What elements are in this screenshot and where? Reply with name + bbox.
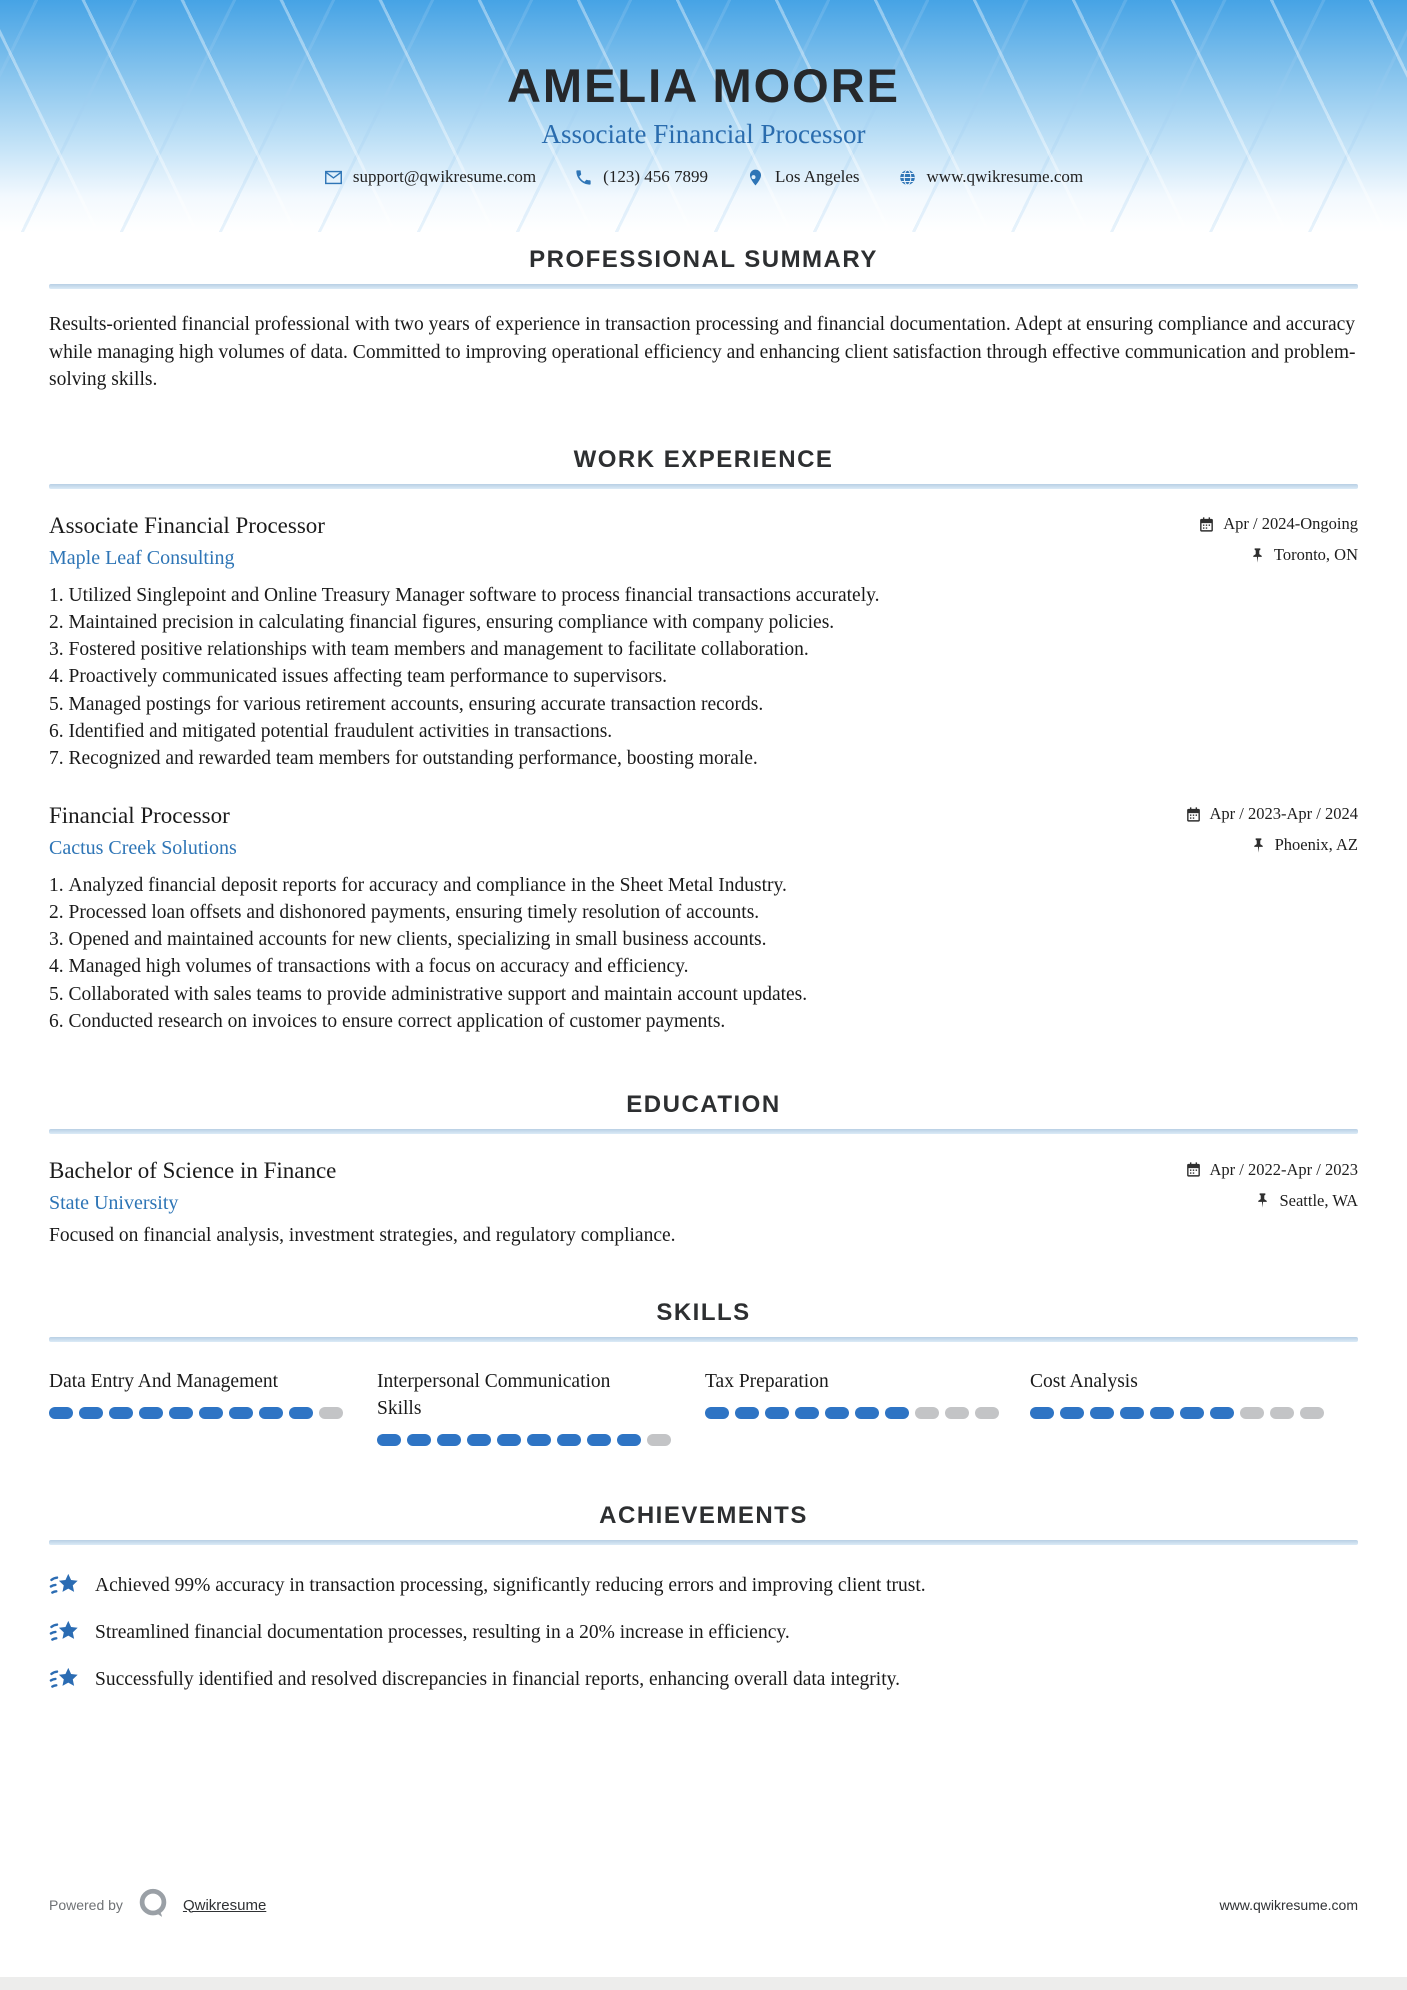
pushpin-icon	[1249, 547, 1266, 564]
skill-bar-segment	[377, 1434, 401, 1446]
skill-level-bar	[49, 1407, 377, 1419]
work-heading: WORK EXPERIENCE	[573, 445, 834, 473]
email-icon	[324, 168, 343, 187]
school-link[interactable]: State University	[49, 1192, 179, 1215]
contact-phone-text: (123) 456 7899	[603, 167, 708, 186]
qwikresume-logo-icon	[135, 1886, 171, 1924]
education-location	[1254, 1191, 1358, 1211]
achievement-item	[49, 1618, 1358, 1648]
skill-bar-segment	[1180, 1407, 1204, 1419]
skill-bar-segment	[527, 1434, 551, 1446]
job-entry-2	[49, 803, 1358, 1036]
job-company-link[interactable]: Cactus Creek Solutions	[49, 836, 237, 859]
skill-bar-segment	[289, 1407, 313, 1419]
job-bullet: 7. Recognized and rewarded team members for outstanding performance, boosting morale.	[49, 745, 1358, 772]
skill-label: Tax Preparation	[705, 1371, 829, 1393]
job-bullet: 4. Proactively communicated issues affecting team performance to supervisors.	[49, 663, 1358, 690]
job-location-text: Toronto, ON	[1273, 545, 1358, 564]
section-achievements	[49, 1502, 1358, 1695]
skill-bar-segment	[109, 1407, 133, 1419]
section-divider	[49, 1337, 1358, 1342]
job-location	[1250, 835, 1358, 855]
globe-icon	[898, 168, 917, 187]
skill-bar-segment	[79, 1407, 103, 1419]
skill-bar-segment	[1150, 1407, 1174, 1419]
education-dates	[1185, 1160, 1358, 1180]
contact-row	[0, 167, 1407, 187]
skill-bar-segment	[855, 1407, 879, 1419]
job-bullet: 4. Managed high volumes of transactions with a focus on accuracy and efficiency.	[49, 953, 1358, 980]
skill-bar-segment	[259, 1407, 283, 1419]
contact-email[interactable]	[324, 167, 536, 187]
job-bullet: 3. Opened and maintained accounts for new clients, specializing in small business accounts.	[49, 926, 1358, 953]
job-bullet: 1. Utilized Singlepoint and Online Treasury Manager software to process financial transactions accurately.	[49, 582, 1358, 609]
achievement-star-icon	[49, 1618, 81, 1648]
skill-bar-segment	[647, 1434, 671, 1446]
job-bullet-list	[49, 872, 1358, 1036]
skill-interpersonal-communication-skills	[377, 1368, 705, 1446]
job-entry-1	[49, 513, 1358, 773]
summary-text: Results-oriented financial professional with two years of experience in transaction processing and financial documentation. Adept at ensuring compliance and accuracy while managing high volumes of data. Committed to improving operational efficiency and enhancing client satisfaction through effective communication and problem-solving skills.	[49, 314, 1356, 390]
job-bullet: 2. Processed loan offsets and dishonored payments, ensuring timely resolution of accounts.	[49, 899, 1358, 926]
skill-bar-segment	[1060, 1407, 1084, 1419]
skill-bar-segment	[437, 1434, 461, 1446]
calendar-icon	[1185, 1161, 1202, 1178]
job-dates	[1185, 804, 1358, 824]
job-bullet: 1. Analyzed financial deposit reports for accuracy and compliance in the Sheet Metal Industry.	[49, 872, 1358, 899]
job-bullet: 3. Fostered positive relationships with team members and management to facilitate collaboration.	[49, 636, 1358, 663]
skills-heading: SKILLS	[656, 1299, 751, 1327]
achievement-text: Streamlined financial documentation processes, resulting in a 20% increase in efficiency.	[95, 1622, 790, 1644]
skill-level-bar	[1030, 1407, 1358, 1419]
footer-website: www.qwikresume.com	[1219, 1897, 1358, 1913]
contact-location	[746, 167, 860, 187]
skill-bar-segment	[1210, 1407, 1234, 1419]
education-description: Focused on financial analysis, investment strategies, and regulatory compliance.	[49, 1225, 676, 1247]
job-location	[1249, 545, 1358, 565]
skill-bar-segment	[1300, 1407, 1324, 1419]
contact-website[interactable]	[898, 167, 1084, 187]
section-divider	[49, 284, 1358, 289]
degree-title: Bachelor of Science in Finance	[49, 1158, 337, 1184]
section-work-experience	[49, 446, 1358, 1036]
section-education	[49, 1091, 1358, 1247]
skill-bar-segment	[407, 1434, 431, 1446]
job-bullet: 5. Managed postings for various retirement accounts, ensuring accurate transaction records.	[49, 691, 1358, 718]
achievement-item	[49, 1571, 1358, 1601]
job-location-text: Phoenix, AZ	[1274, 835, 1358, 855]
skill-bar-segment	[825, 1407, 849, 1419]
contact-email-text: support@qwikresume.com	[352, 167, 537, 186]
skill-bar-segment	[557, 1434, 581, 1446]
job-dates-text: Apr / 2024-Ongoing	[1223, 514, 1358, 533]
skill-bar-segment	[975, 1407, 999, 1419]
job-title: Financial Processor	[49, 802, 230, 828]
education-heading: EDUCATION	[626, 1091, 781, 1119]
skill-bar-segment	[915, 1407, 939, 1419]
skill-level-bar	[705, 1407, 1030, 1419]
candidate-name: AMELIA MOORE	[506, 59, 901, 112]
skill-data-entry-and-management	[49, 1368, 377, 1446]
achievement-text: Achieved 99% accuracy in transaction processing, significantly reducing errors and improving client trust.	[95, 1575, 926, 1597]
skill-bar-segment	[795, 1407, 819, 1419]
skill-bar-segment	[1030, 1407, 1054, 1419]
achievements-list	[49, 1571, 1358, 1695]
skill-bar-segment	[587, 1434, 611, 1446]
contact-phone	[574, 167, 708, 187]
skill-label: Data Entry And Management	[49, 1371, 279, 1393]
skill-bar-segment	[467, 1434, 491, 1446]
candidate-job-title: Associate Financial Processor	[541, 119, 866, 149]
contact-website-text: www.qwikresume.com	[926, 167, 1084, 186]
section-skills	[49, 1299, 1358, 1446]
job-bullet: 2. Maintained precision in calculating financial figures, ensuring compliance with company policies.	[49, 609, 1358, 636]
resume-body	[0, 246, 1407, 1695]
section-divider	[49, 1540, 1358, 1545]
achievement-star-icon	[49, 1665, 81, 1695]
job-company-link[interactable]: Maple Leaf Consulting	[49, 546, 235, 569]
skill-bar-segment	[497, 1434, 521, 1446]
skill-bar-segment	[169, 1407, 193, 1419]
skill-bar-segment	[945, 1407, 969, 1419]
education-location-text: Seattle, WA	[1279, 1190, 1358, 1210]
skill-bar-segment	[1120, 1407, 1144, 1419]
skill-bar-segment	[229, 1407, 253, 1419]
education-dates-text: Apr / 2022-Apr / 2023	[1209, 1159, 1358, 1179]
section-divider	[49, 484, 1358, 489]
pushpin-icon	[1254, 1192, 1271, 1209]
contact-location-text: Los Angeles	[774, 167, 860, 186]
skill-bar-segment	[1090, 1407, 1114, 1419]
skill-label: Cost Analysis	[1030, 1371, 1138, 1393]
job-dates-text: Apr / 2023-Apr / 2024	[1209, 804, 1358, 824]
job-dates	[1198, 514, 1358, 534]
skill-bar-segment	[319, 1407, 343, 1419]
achievement-item	[49, 1665, 1358, 1695]
summary-heading: PROFESSIONAL SUMMARY	[529, 246, 878, 273]
section-professional-summary	[49, 246, 1358, 394]
skill-cost-analysis	[1030, 1368, 1358, 1446]
page-footer	[49, 1886, 1358, 1924]
calendar-icon	[1198, 516, 1215, 533]
skill-bar-segment	[199, 1407, 223, 1419]
job-bullet: 6. Identified and mitigated potential fraudulent activities in transactions.	[49, 718, 1358, 745]
skill-bar-segment	[705, 1407, 729, 1419]
phone-icon	[574, 168, 593, 187]
skill-bar-segment	[885, 1407, 909, 1419]
skill-bar-segment	[735, 1407, 759, 1419]
job-title: Associate Financial Processor	[49, 512, 325, 538]
calendar-icon	[1185, 806, 1202, 823]
skill-bar-segment	[1270, 1407, 1294, 1419]
skill-label: Interpersonal Communication Skills	[377, 1371, 611, 1420]
skill-level-bar	[377, 1434, 705, 1446]
achievement-text: Successfully identified and resolved discrepancies in financial reports, enhancing overall data integrity.	[95, 1669, 900, 1691]
skill-bar-segment	[139, 1407, 163, 1419]
skill-bar-segment	[49, 1407, 73, 1419]
bottom-strip	[0, 1977, 1407, 1990]
job-bullet: 5. Collaborated with sales teams to provide administrative support and maintain account updates.	[49, 981, 1358, 1008]
powered-by-label: Powered by	[49, 1897, 123, 1913]
education-entry	[49, 1158, 1358, 1247]
job-bullet-list	[49, 582, 1358, 773]
skill-bar-segment	[617, 1434, 641, 1446]
skills-grid	[49, 1368, 1358, 1446]
section-divider	[49, 1129, 1358, 1134]
skill-bar-segment	[1240, 1407, 1264, 1419]
resume-header	[0, 0, 1407, 232]
skill-bar-segment	[765, 1407, 789, 1419]
job-bullet: 6. Conducted research on invoices to ensure correct application of customer payments.	[49, 1008, 1358, 1035]
achievement-star-icon	[49, 1571, 81, 1601]
pushpin-icon	[1250, 837, 1267, 854]
qwikresume-link[interactable]: Qwikresume	[182, 1896, 267, 1914]
achievements-heading: ACHIEVEMENTS	[599, 1502, 808, 1530]
skill-tax-preparation	[705, 1368, 1030, 1446]
location-pin-icon	[746, 168, 765, 187]
